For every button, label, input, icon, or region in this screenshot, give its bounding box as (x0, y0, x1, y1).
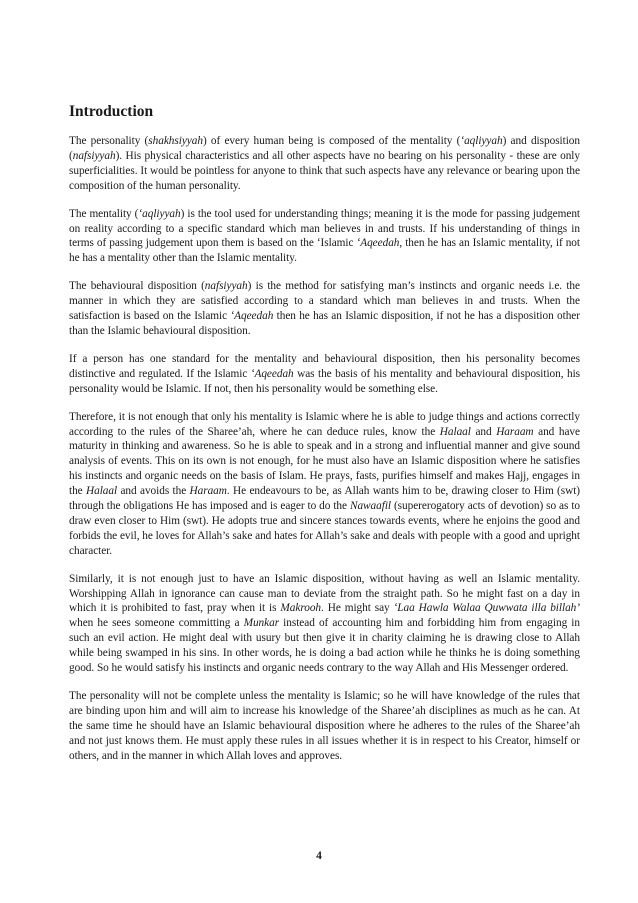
italic-term: ‘Aqeedah (230, 310, 274, 323)
italic-term: nafsiyyah (72, 149, 116, 162)
text-run: ) and disposition ( (69, 135, 581, 162)
text-run: and (470, 425, 497, 438)
text-run: , then he has an Islamic mentality, if not he has a mentality other than the Islamic mentality. (69, 237, 580, 265)
paragraph (69, 279, 580, 339)
text-run: and have maturity in thinking and awareness. So he is able to speak and in a strong and influential manner and give sound analysis of events. This on its own is not enough, for he must also have an Islamic disposition where he satisfies his instincts and organic needs on the basis of Islam. He prays, fasts, purifies himself and makes Hajj, engages in the (69, 425, 580, 498)
italic-term: shakhsiyyah (148, 135, 203, 147)
section-heading: Introduction (69, 103, 154, 120)
page-number: 4 (316, 850, 322, 862)
text-run: The behavioural disposition ( (69, 280, 205, 293)
text-run: then he has an Islamic disposition, if not he has a disposition other than the Islamic behavioural disposition. (69, 310, 580, 337)
italic-term: ‘Aqeedah (250, 367, 294, 380)
italic-term: Makrooh (280, 602, 322, 615)
paragraph (69, 689, 580, 764)
body-text (69, 134, 580, 764)
italic-term: Munkar (243, 617, 280, 630)
text-run: instead of accounting him and forbidding him from engaging in such an evil action. He might deal with usury but then give it in charity claiming he is drawing close to Allah while being swamped in his sins. In other words, he is doing a bad action while he thinks he is doing something good. So he would satisfy his instincts and organic needs contrary to the way Allah and His Messenger ordered. (69, 617, 580, 675)
text-run: . He might say (321, 602, 394, 615)
paragraph (69, 352, 580, 397)
text-run: and avoids the (117, 485, 190, 498)
italic-term: Halaal (439, 425, 471, 438)
italic-term: ‘aqliyyah (460, 135, 503, 147)
paragraph (69, 572, 580, 676)
text-run: ) is the tool used for understanding things; meaning it is the mode for passing judgement on reality according to a specific standard which man believes in and trusts. If his understanding of things in terms of passing judgement upon them is based on the ‘Islamic (69, 207, 581, 250)
italic-term: Halaal (86, 485, 118, 498)
italic-term: Nawaafil (349, 500, 391, 513)
paragraph (69, 134, 580, 194)
text-run: The mentality ( (69, 207, 139, 220)
text-run: ). His physical characteristics and all other aspects have no bearing on his personality - these are only superficialities. It would be pointless for anyone to think that such aspects have any relevance or bearing upon the composition of the human personality. (69, 149, 580, 192)
text-run: Similarly, it is not enough just to have an Islamic disposition, without having as well an Islamic mentality. Worshipping Allah in ignorance can cause man to deviate from the straight path. So he might fast on a day in which it is prohibited to fast, pray when it is (69, 572, 580, 615)
text-run: The personality will not be complete unless the mentality is Islamic; so he will have knowledge of the rules that are binding upon him and will aim to increase his knowledge of the Sharee’ah disciplines as much as he can. At the same time he should have an Islamic behavioural disposition where he adheres to the rules of the Sharee’ah and not just knows them. He must apply these rules in all issues whether it is in respect to his Creator, himself or others, and in the manner in which Allah loves and approves. (69, 690, 580, 762)
text-run: ) is the method for satisfying man’s instincts and organic needs i.e. the manner in which they are satisfied according to a standard which man believes in and trusts. When the satisfaction is based on the Islamic (69, 280, 580, 323)
text-run: ) of every human being is composed of the mentality ( (202, 135, 461, 147)
italic-term: Haraam (189, 485, 227, 498)
text-run: (supererogatory acts of devotion) so as to draw even closer to Him (swt). He adopts true and sincere stances towards events, where he enjoins the good and forbids the evil, he loves for Allah’s sake and hates for Allah’s sake and deals with people with a good and upright character. (69, 500, 580, 557)
text-run: . He endeavours to be, as Allah wants him to be, drawing closer to Him (swt) through the obligations He has imposed and is eager to do the (69, 485, 580, 513)
text-run: when he sees someone committing a (69, 617, 244, 630)
document-page (69, 103, 580, 777)
text-run: The personality ( (69, 135, 149, 147)
italic-term: nafsiyyah (204, 280, 248, 293)
paragraph (69, 410, 580, 559)
text-run: was the basis of his mentality and behavioural disposition, his personality would be Islamic. If not, then his personality would be something else. (69, 367, 581, 395)
italic-term: ‘Aqeedah (356, 237, 400, 250)
italic-term: Haraam (496, 425, 534, 438)
italic-term: ‘aqliyyah (138, 207, 181, 220)
text-run: If a person has one standard for the mentality and behavioural disposition, then his personality becomes distinctive and regulated. If the Islamic (69, 352, 580, 380)
text-run: Therefore, it is not enough that only his mentality is Islamic where he is able to judge things and actions correctly according to the rules of the Sharee’ah, where he can deduce rules, know the (69, 410, 580, 438)
italic-term: ‘Laa Hawla Walaa Quwwata illa billah’ (393, 602, 580, 615)
paragraph (69, 207, 580, 267)
